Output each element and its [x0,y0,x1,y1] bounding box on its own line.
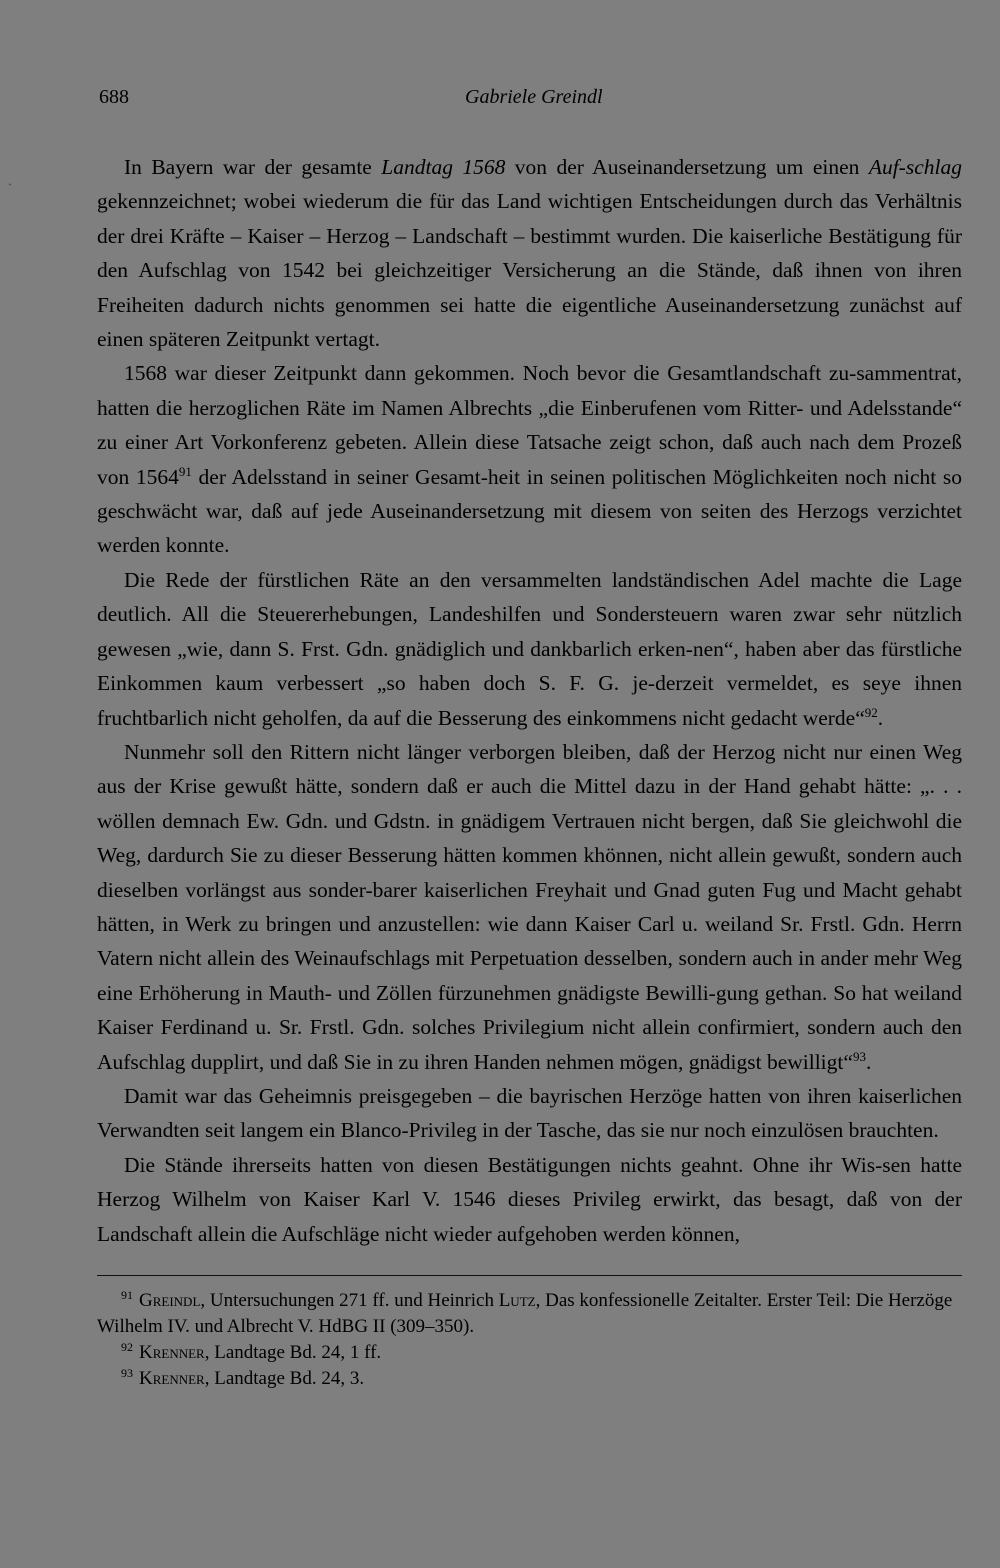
footnote-ref-92: 92 [864,704,878,720]
footnote-93 [97,1366,962,1392]
footnote-text: , Landtage Bd. 24, 3. [204,1368,365,1389]
paragraph-text: der Adelsstand in seiner Gesamt-heit in seinen politischen Möglichkeiten noch nicht so geschwächt war, daß auf jede Auseinandersetzung mit diesem von seiten des Herzogs verzichtet werden konnte. [97,464,962,558]
paragraph-3 [97,563,962,735]
paragraph-5 [97,1079,962,1148]
book-page [97,84,962,1392]
footnote-divider [97,1275,962,1276]
paragraph-end: . [865,1049,872,1074]
footnote-91 [97,1288,962,1340]
paragraph-text: Nunmehr soll den Rittern nicht länger verborgen bleiben, daß der Herzog nicht nur einen Weg aus der Krise gewußt hätte, sondern daß er auch die Mittel dazu in der Hand gehabt hätte: „. . . wöllen demnach Ew. Gdn. und Gdstn. in gnädigem Vertrauen nicht bergen, daß Sie gleichwohl die Weg, dardurch Sie zu dieser Besserung hätten kommen khönnen, nicht allein gewußt, sondern auch dieselben vorlängst aus sonder-barer kaiserlichen Freyhait und Gnad guten Fug und Macht gehabt hätten, in Werk zu bringen und anzustellen: wie dann Kaiser Carl u. weiland Sr. Frstl. Gdn. Herrn Vatern nicht allein des Weinaufschlags mit Perpetuation desselben, sondern auch in ander mehr Weg eine Erhöherung in Mauth- und Zöllen fürzunehmen gnädigste Bewilli-gung gethan. So hat weiland Kaiser Ferdinand u. Sr. Frstl. Gdn. solches Privilegium nicht allein confirmiert, sondern auch den Aufschlag dupplirt, und daß Sie in zu ihren Handen nehmen mögen, gnädigst bewilligt“ [97,739,962,1074]
scan-mark: ˎ [8,172,12,186]
paragraph-text: Die Stände ihrerseits hatten von diesen Bestätigungen nichts geahnt. Ohne ihr Wis-sen hatte Herzog Wilhelm von Kaiser Karl V. 1546 dieses Privileg erwirkt, das besagt, daß von der Landschaft allein die Aufschläge nicht wieder aufgehoben werden können, [97,1152,962,1246]
footnote-number: 92 [121,1340,133,1354]
paragraph-2 [97,356,962,562]
footnote-text: , Landtage Bd. 24, 1 ff. [204,1342,382,1363]
footnote-92 [97,1340,962,1366]
paragraph-text: von der Auseinandersetzung um einen [505,155,869,179]
paragraph-6 [97,1148,962,1251]
footnote-author: Krenner [139,1368,205,1389]
paragraph-text: gekennzeichnet; wobei wiederum die für das Land wichtigen Entscheidungen durch das Verhältnis der drei Kräfte – Kaiser – Herzog – Landschaft – bestimmt wurden. Die kaiserliche Bestätigung für den Aufschlag von 1542 bei gleichzeitiger Versicherung an die Stände, daß ihnen von ihren Freiheiten dadurch nichts genommen sei hatte die eigentliche Auseinandersetzung zunächst auf einen späteren Zeitpunkt vertagt. [97,189,962,352]
footnotes [97,1288,962,1392]
footnote-text: , Das konfessionelle Zeitalter. Erster Teil: Die Herzöge Wilhelm IV. und Albrecht V. HdBG II (309–350). [97,1290,953,1337]
footnote-ref-91: 91 [178,463,192,479]
footnote-number: 93 [121,1366,133,1380]
footnote-ref-93: 93 [852,1048,866,1064]
paragraph-4 [97,735,962,1079]
paragraph-text: Die Rede der fürstlichen Räte an den versammelten landständischen Adel machte die Lage deutlich. All die Steuererhebungen, Landeshilfen und Sondersteuern waren zwar sehr nützlich gewesen „wie, dann S. Frst. Gdn. gnädiglich und dankbarlich erken-nen“, haben aber das fürstliche Einkommen kaum verbessert „so haben doch S. F. G. je-derzeit vermeldet, es seye ihnen fruchtbarlich nicht geholfen, da auf die Besserung des einkommens nicht gedacht werde“ [97,567,962,730]
running-title: Gabriele Greindl [465,86,603,108]
footnote-author: Greindl [139,1290,201,1311]
italic-term: Landtag 1568 [381,155,506,179]
running-head [97,84,962,118]
paragraph-text: In Bayern war der gesamte [124,155,382,179]
footnote-author: Lutz [498,1290,536,1311]
paragraph-1 [97,150,962,356]
paragraph-text: Damit war das Geheimnis preisgegeben – die bayrischen Herzöge hatten von ihren kaiserlichen Verwandten seit langem ein Blanco-Privileg in der Tasche, das sie nur noch einzulösen brauchten. [97,1083,962,1143]
footnote-author: Krenner [139,1342,205,1363]
footnote-number: 91 [121,1288,133,1302]
paragraph-end: . [877,705,884,730]
main-text [97,150,962,1251]
page-number: 688 [99,86,129,108]
footnote-text: , Untersuchungen 271 ff. und Heinrich [200,1290,499,1311]
paragraph-text: 1568 war dieser Zeitpunkt dann gekommen. Noch bevor die Gesamtlandschaft zu-sammentrat, hatten die herzoglichen Räte im Namen Albrechts „die Einberufenen vom Ritter- und Adelsstande“ zu einer Art Vorkonferenz gebeten. Allein diese Tatsache zeigt schon, daß auch nach dem Prozeß von 1564 [97,361,962,489]
italic-term: Auf-schlag [868,155,962,179]
